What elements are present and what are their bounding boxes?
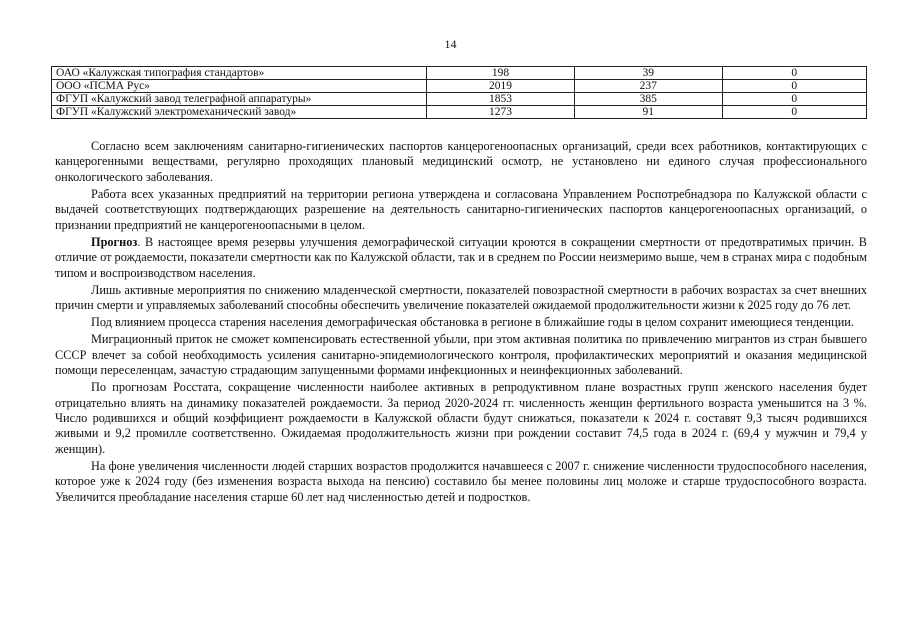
table-cell-value: 1273 [427,106,575,119]
forecast-heading: Прогноз [91,234,138,249]
table-cell-value: 2019 [427,80,575,93]
table-cell-name: ООО «ПСМА Рус» [52,80,427,93]
paragraph: По прогнозам Росстата, сокращение численности наиболее активных в репродуктивном плане возрастных групп женского населения будет отрицательно влиять на динамику показателей рождаемости. За период 2020-2024 гг. численность женщин фертильного возраста уменьшится на 3 %. Число родившихся и общий коэффициент рождаемости в Калужской области будут снижаться, показатели к 2024 г. составят 9,3 тысяч родившихся живыми и 9,2 промилле соответственно. Ожидаемая продолжительность жизни при рождении составит 74,5 года в 2024 г. (69,4 у мужчин и 79,4 у женщин). [55,380,867,456]
page-number: 14 [444,37,457,51]
paragraph-text: . В настоящее время резервы улучшения демографической ситуации кроются в сокращении смертности от предотвратимых причин. В отличие от рождаемости, показатели смертности как по Калужской области, так и в среднем по России неизмеримо выше, чем в странах мира с подобным типом и воспроизводством населения. [55,234,867,280]
table-cell-value: 0 [722,80,866,93]
table-cell-value: 0 [722,93,866,106]
table-cell-value: 1853 [427,93,575,106]
table-row [52,67,867,80]
paragraph: Согласно всем заключениям санитарно-гигиенических паспортов канцерогеноопасных организаций, среди всех работников, контактирующих с канцерогенными веществами, регулярно проходящих плановый медицинский осмотр, не установлено ни единого случая профессионального онкологического заболевания. [55,139,867,184]
table-cell-value: 39 [574,67,722,80]
paragraph-forecast [55,235,867,281]
body-text [55,139,867,507]
paragraph: На фоне увеличения численности людей старших возрастов продолжится начавшееся с 2007 г. снижение численности трудоспособного населения, которое уже к 2024 году (без изменения возраста выхода на пенсию) составило бы менее половины лиц моложе и старше трудоспособного возраста. Увеличится преобладание населения старше 60 лет над численностью детей и подростков. [55,458,867,504]
table-cell-value: 0 [722,106,866,119]
table-cell-name: ОАО «Калужская типография стандартов» [52,67,427,80]
table-row [52,80,867,93]
paragraph: Миграционный приток не сможет компенсировать естественной убыли, при этом активная политика по привлечению мигрантов из стран бывшего СССР влечет за собой необходимость усиления санитарно-эпидемиологического контроля, профилактических мероприятий и оказания медицинской помощи переселенцам, зачастую страдающим запущенными формами инфекционных и неинфекционных заболеваний. [55,332,867,378]
paragraph: Лишь активные мероприятия по снижению младенческой смертности, показателей повозрастной смертности в рабочих возрастах за счет внешних причин смерти и управляемых заболеваний способны обеспечить увеличение показателей ожидаемой продолжительности жизни к 2025 году до 76 лет. [55,282,867,313]
table-row [52,106,867,119]
table-row [52,93,867,106]
paragraph: Под влиянием процесса старения населения демографическая обстановка в регионе в ближайшие годы в целом сохранит имеющиеся тенденции. [91,315,854,330]
table-cell-name: ФГУП «Калужский электромеханический завод» [52,106,427,119]
paragraph: Работа всех указанных предприятий на территории региона утверждена и согласована Управлением Роспотребнадзора по Калужской области с выдачей соответствующих подтверждающих разрешение на деятельность санитарно-гигиенических паспортов канцерогеноопасных организаций, о признании предприятий не канцерогеноопасными в целом. [55,186,867,232]
organizations-table [51,66,867,119]
table-cell-value: 198 [427,67,575,80]
table-cell-name: ФГУП «Калужский завод телеграфной аппаратуры» [52,93,427,106]
table-cell-value: 237 [574,80,722,93]
table-cell-value: 385 [574,93,722,106]
table-cell-value: 0 [722,67,866,80]
table-cell-value: 91 [574,106,722,119]
